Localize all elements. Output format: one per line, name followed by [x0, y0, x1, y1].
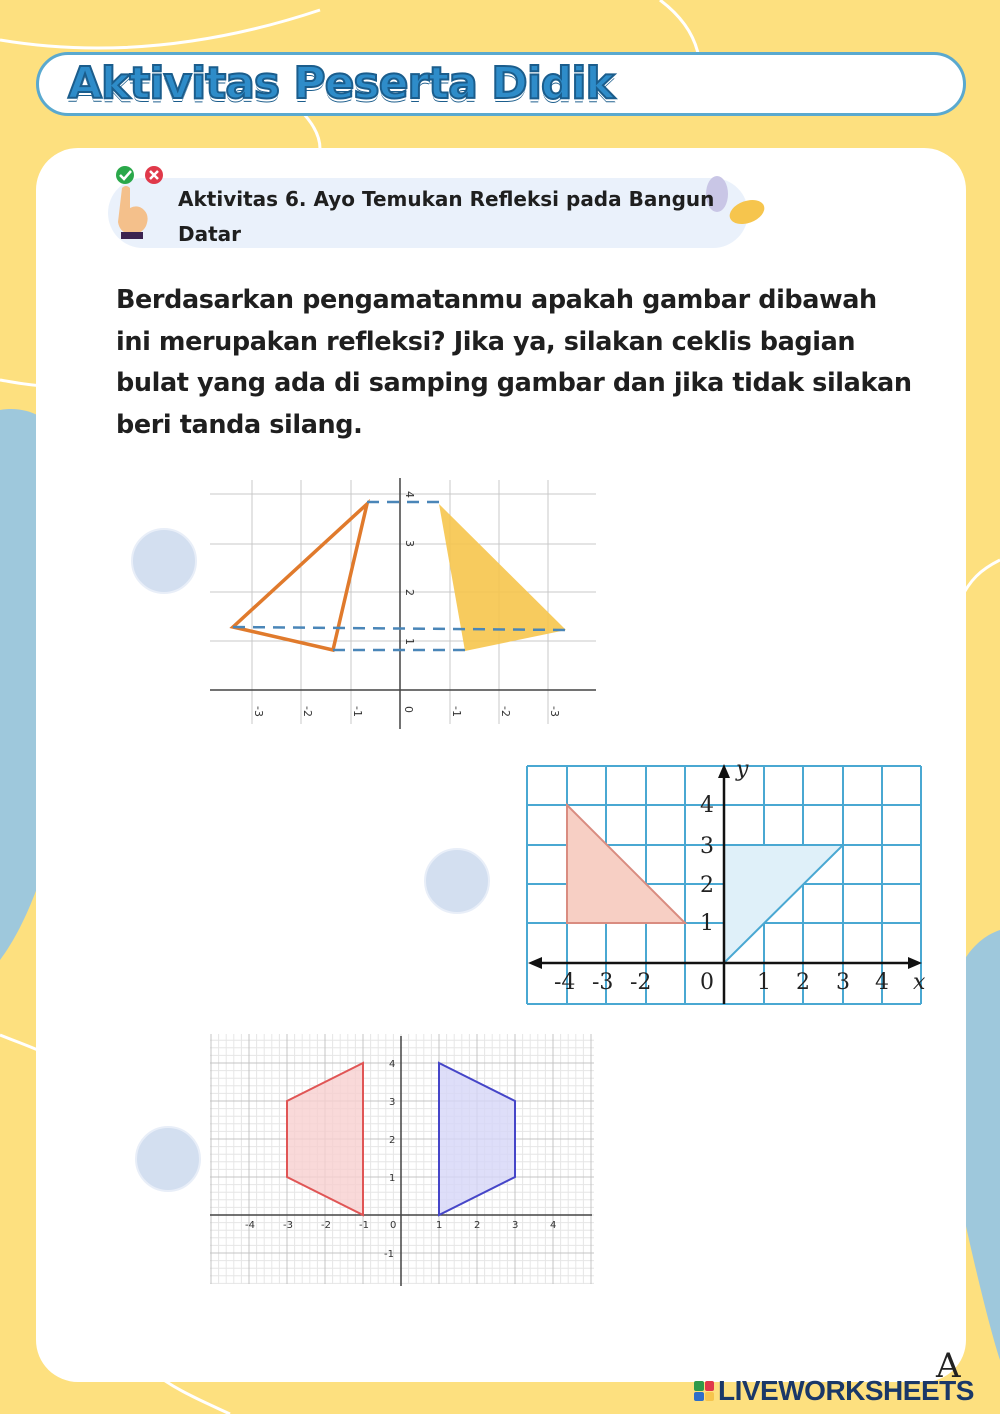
- g3-ytick: 2: [389, 1135, 396, 1146]
- g3-xtick: 1: [436, 1220, 443, 1231]
- graph-trapezoid-reflection: [210, 1034, 594, 1286]
- g2-ytick: 4: [700, 793, 714, 818]
- liveworksheets-logo-icon: [694, 1381, 714, 1401]
- g1-xtick: -3: [548, 706, 561, 717]
- g3-xtick: 2: [474, 1220, 481, 1231]
- g2-xtick: 1: [757, 970, 771, 995]
- answer-circle-3[interactable]: [135, 1126, 201, 1192]
- g1-xtick: -1: [450, 706, 463, 717]
- g2-xtick: 0: [700, 970, 714, 995]
- answer-circle-1[interactable]: [131, 528, 197, 594]
- g3-xtick: -4: [245, 1220, 255, 1231]
- g1-xtick: -2: [499, 706, 512, 717]
- page-title: Aktivitas Peserta Didik: [68, 58, 614, 109]
- g1-xtick: -3: [252, 706, 265, 717]
- g3-ytick: 1: [389, 1173, 396, 1184]
- footer-brand-text: LIVEWORKSHEETS: [718, 1375, 974, 1406]
- g1-ytick: 2: [403, 589, 416, 596]
- g1-ytick: 1: [403, 638, 416, 645]
- g2-ytick: 3: [700, 834, 714, 859]
- g1-xtick: -1: [351, 706, 364, 717]
- g1-ytick: 4: [403, 491, 416, 498]
- graph-triangle-coordinate: [524, 760, 926, 1006]
- g3-xtick: 3: [512, 1220, 519, 1231]
- g2-xtick: -4: [554, 970, 576, 995]
- g2-xtick: 4: [875, 970, 889, 995]
- g3-ytick: 3: [389, 1097, 396, 1108]
- instructions-text: Berdasarkan pengamatanmu apakah gambar dibawah ini merupakan refleksi? Jika ya, silakan ceklis bagian bulat yang ada di samping gambar dan jika tidak silakan beri tanda silang.: [116, 285, 912, 440]
- g3-xtick: 4: [550, 1220, 557, 1231]
- g2-xtick: 2: [796, 970, 810, 995]
- g2-ylabel: y: [736, 760, 749, 782]
- activity-title: Aktivitas 6. Ayo Temukan Refleksi pada Bangun Datar: [178, 187, 715, 246]
- footer-brand: [694, 1374, 974, 1408]
- g2-ytick: 1: [700, 911, 714, 936]
- g1-xtick: -2: [301, 706, 314, 717]
- graph-triangle-reflection: [206, 474, 598, 732]
- g2-xtick: 3: [836, 970, 850, 995]
- g3-xtick: -3: [283, 1220, 293, 1231]
- g1-xtick: 0: [402, 706, 415, 713]
- g2-ytick: 2: [700, 873, 714, 898]
- g3-xtick: 0: [390, 1220, 397, 1231]
- g3-xtick: -1: [359, 1220, 369, 1231]
- g3-ytick: 4: [389, 1059, 396, 1070]
- g2-xtick: -2: [630, 970, 652, 995]
- g1-ytick: 3: [403, 540, 416, 547]
- answer-circle-2[interactable]: [424, 848, 490, 914]
- g3-ytick: -1: [384, 1249, 394, 1260]
- g3-xtick: -2: [321, 1220, 331, 1231]
- footer-mark: A: [936, 1346, 961, 1386]
- g2-xlabel: x: [913, 970, 926, 995]
- hand-pointer-icon: [108, 162, 170, 244]
- g2-xtick: -3: [592, 970, 614, 995]
